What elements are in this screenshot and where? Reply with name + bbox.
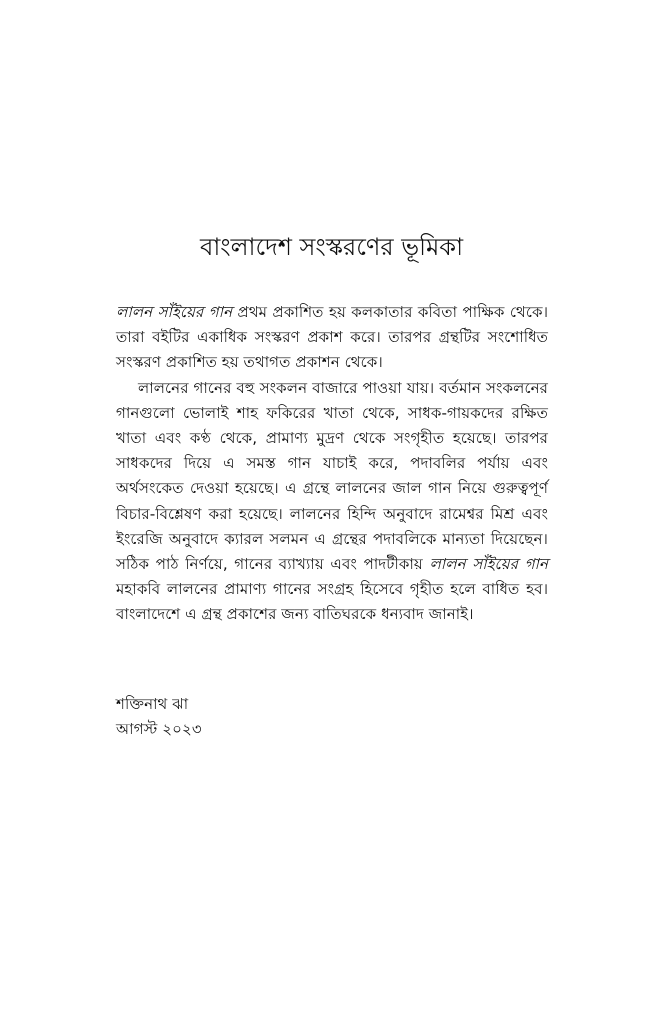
page-title: বাংলাদেশ সংস্করণের ভূমিকা [199,233,464,261]
paragraph-2-text-after: মহাকবি লালনের প্রামাণ্য গানের সংগ্রহ হিসেবে গৃহীত হলে বাধিত হব। বাংলাদেশে এ গ্রন্থ প্রকাশের জন্য বাতিঘরকে ধন্যবাদ জানাই। [116,580,548,624]
signature-block [116,692,416,742]
book-title-italic: লালন সাঁইয়ের গান [116,303,233,321]
paragraph-2 [116,376,548,628]
preface-body [116,300,548,628]
paragraph-1-text: প্রথম প্রকাশিত হয় কলকাতার কবিতা পাক্ষিক থেকে। তারা বইটির একাধিক সংস্করণ প্রকাশ করে। তারপর গ্রন্থটির সংশোধিত সংস্করণ প্রকাশিত হয় তথাগত প্রকাশন থেকে। [116,303,548,372]
paragraph-1 [116,300,548,376]
paragraph-2-text-before: লালনের গানের বহু সংকলন বাজারে পাওয়া যায়। বর্তমান সংকলনের গানগুলো ভোলাই শাহ ফকিরের খাতা থেকে, সাধক-গায়কদের রক্ষিত খাতা এবং কণ্ঠ থেকে, প্রামাণ্য মুদ্রণ থেকে সংগৃহীত হয়েছে। তারপর সাধকদের দিয়ে এ সমস্ত গান যাচাই করে, পদাবলির পর্যায় এবং অর্থসংকেত দেওয়া হয়েছে। এ গ্রন্থে লালনের জাল গান নিয়ে গুরুত্বপূর্ণ বিচার-বিশ্লেষণ করা হয়েছে। লালনের হিন্দি অনুবাদে রামেশ্বর মিশ্র এবং ইংরেজি অনুবাদে ক্যারল সলমন এ গ্রন্থের পদাবলিকে মান্যতা দিয়েছেন। সঠিক পাঠ নির্ণয়ে, গানের ব্যাখ্যায় এবং পাদটীকায় [116,378,548,574]
book-title-italic-inline: লালন সাঁইয়ের গান [429,555,548,574]
signature-date: আগস্ট ২০২৩ [116,720,202,738]
author-name: শক্তিনাথ ঝা [116,695,189,713]
